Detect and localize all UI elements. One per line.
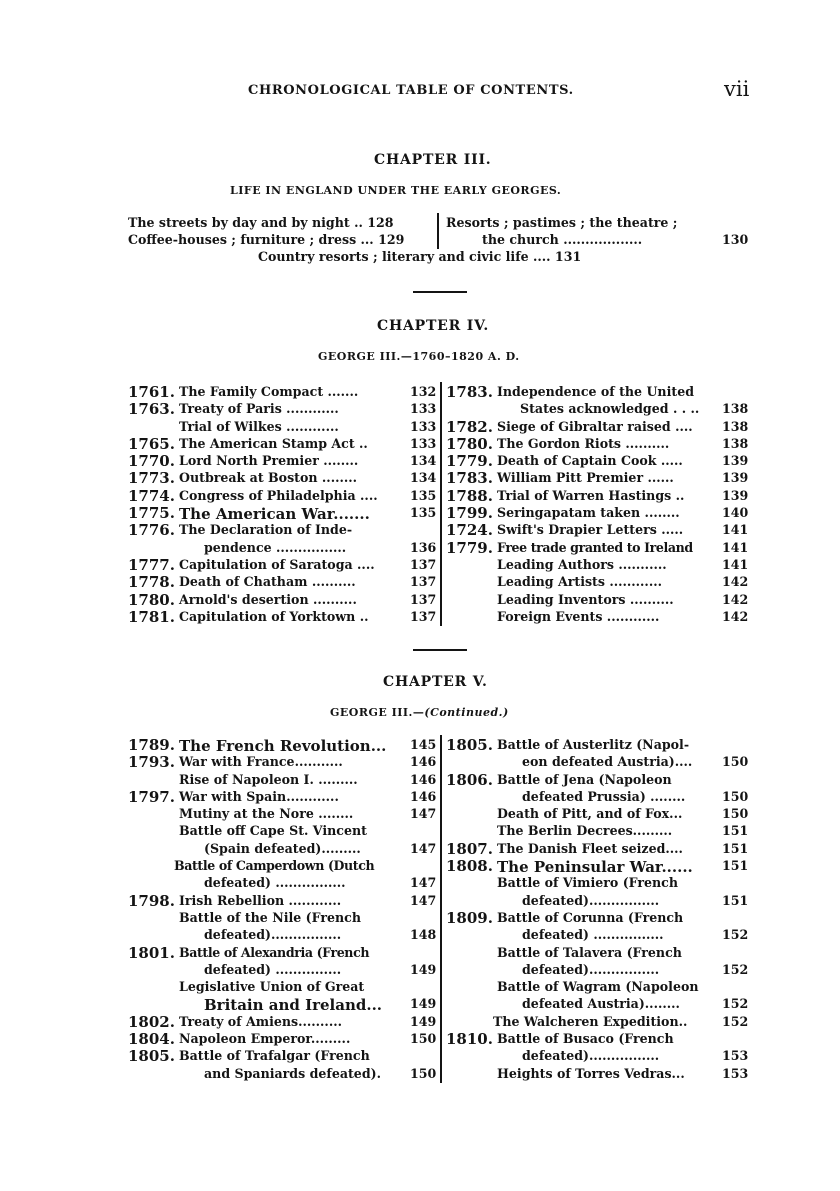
toc-page: 142 — [722, 591, 749, 607]
toc-row — [128, 573, 437, 592]
toc-year: 1780. — [446, 434, 493, 453]
toc-entry: Battle of Vimiero (French — [497, 875, 679, 891]
toc-entry: defeated)................ — [522, 892, 660, 908]
toc-page: 139 — [722, 487, 749, 503]
toc-entry: Treaty of Paris ............ — [179, 401, 339, 417]
toc-page: 141 — [722, 556, 749, 572]
toc-entry: Rise of Napoleon I. ......... — [179, 771, 358, 787]
toc-entry: The Peninsular War...... — [497, 858, 693, 877]
toc-entry: Foreign Events ............ — [497, 608, 660, 624]
toc-page: 151 — [722, 823, 749, 839]
ch3-line2-left: Coffee-houses ; furniture ; dress ... 129 — [128, 232, 405, 247]
toc-page: 148 — [410, 927, 437, 943]
toc-entry: Battle of Busaco (French — [497, 1031, 674, 1047]
toc-year: 1801. — [128, 943, 175, 962]
ch3-line1-right: Resorts ; pastimes ; the theatre ; — [446, 215, 678, 230]
toc-page: 150 — [722, 806, 749, 822]
toc-entry: pendence ................ — [204, 539, 347, 555]
ch3-line2-right-page: 130 — [722, 232, 749, 247]
toc-year: 1761. — [128, 383, 175, 401]
page-number: vii — [724, 77, 750, 101]
toc-row — [446, 419, 756, 436]
toc-row — [446, 401, 756, 418]
toc-page: 150 — [410, 1065, 437, 1081]
toc-year: 1799. — [446, 504, 493, 523]
toc-row — [128, 961, 437, 979]
toc-row — [128, 504, 437, 524]
chapter-4-subtitle: GEORGE III.—1760–1820 A. D. — [318, 350, 520, 363]
ch4-column-divider — [440, 382, 442, 626]
toc-entry: War with France........... — [179, 754, 343, 770]
section-rule — [413, 291, 467, 293]
toc-row — [128, 1048, 433, 1065]
toc-row — [128, 736, 437, 755]
toc-page: 132 — [410, 384, 437, 399]
toc-row — [446, 823, 756, 840]
toc-entry: Battle of Alexandria (French — [179, 944, 370, 960]
toc-page: 147 — [410, 840, 437, 856]
toc-entry: Battle of the Nile (French — [179, 909, 361, 925]
toc-page: 151 — [722, 858, 749, 874]
toc-entry: Battle of Corunna (French — [497, 909, 684, 925]
toc-year: 1807. — [446, 839, 493, 858]
toc-entry: defeated)................ — [522, 961, 660, 977]
toc-page: 142 — [722, 574, 749, 590]
toc-entry: Battle of Wagram (Napoleon — [497, 979, 699, 995]
toc-row — [128, 383, 437, 401]
toc-page: 138 — [722, 401, 749, 417]
toc-year: 1776. — [128, 521, 175, 540]
chapter-3-subtitle: LIFE IN ENGLAND UNDER THE EARLY GEORGES. — [230, 184, 562, 197]
toc-entry: The Gordon Riots .......... — [497, 435, 670, 451]
toc-entry: Treaty of Amiens.......... — [179, 1013, 342, 1029]
toc-year: 1798. — [128, 891, 175, 910]
toc-row — [128, 875, 437, 892]
toc-page: 138 — [722, 435, 749, 451]
toc-year: 1779. — [446, 452, 493, 471]
toc-page: 150 — [722, 754, 749, 770]
toc-entry: Mutiny at the Nore ........ — [179, 806, 354, 822]
toc-row — [446, 893, 756, 910]
toc-row — [446, 737, 756, 754]
toc-page: 151 — [722, 840, 749, 856]
toc-page: 146 — [410, 771, 437, 787]
toc-page: 133 — [410, 401, 437, 417]
toc-entry: Trial of Wilkes ............ — [179, 418, 339, 434]
toc-entry: War with Spain............ — [179, 788, 339, 804]
toc-row — [128, 1065, 437, 1083]
toc-row — [446, 609, 756, 626]
toc-page: 137 — [410, 591, 437, 607]
toc-row — [128, 522, 433, 539]
toc-year: 1778. — [128, 573, 175, 592]
chapter-5-title: CHAPTER V. — [383, 674, 488, 690]
toc-page: 135 — [410, 487, 437, 503]
toc-entry: Death of Captain Cook ..... — [497, 453, 683, 469]
toc-year: 1763. — [128, 400, 175, 419]
toc-row — [128, 486, 437, 505]
toc-entry: Irish Rebellion ............ — [179, 892, 342, 908]
toc-year: 1797. — [128, 787, 175, 806]
toc-entry: defeated) ............... — [204, 961, 342, 977]
toc-entry: Britain and Ireland... — [204, 996, 383, 1015]
toc-entry: Heights of Torres Vedras... — [497, 1065, 685, 1081]
toc-row — [446, 996, 756, 1013]
toc-page: 149 — [410, 996, 437, 1012]
chapter-3-title: CHAPTER III. — [374, 152, 492, 168]
toc-row — [128, 771, 437, 789]
toc-row — [446, 574, 756, 591]
toc-page: 147 — [410, 875, 437, 891]
toc-page: 142 — [722, 608, 749, 624]
toc-entry: Battle of Jena (Napoleon — [497, 771, 672, 787]
toc-entry: Lord North Premier ........ — [179, 453, 359, 469]
toc-row — [446, 436, 756, 453]
toc-entry: Napoleon Emperor......... — [179, 1031, 351, 1047]
toc-entry: and Spaniards defeated). — [204, 1065, 381, 1081]
toc-entry: Siege of Gibraltar raised .... — [497, 418, 693, 434]
ch4-left-column — [128, 383, 437, 626]
toc-row — [446, 470, 756, 487]
toc-entry: Battle of Austerlitz (Napol- — [497, 737, 690, 752]
toc-page: 133 — [410, 435, 437, 451]
toc-row — [128, 590, 437, 609]
toc-year: 1808. — [446, 857, 493, 876]
toc-entry: William Pitt Premier ...... — [497, 470, 674, 486]
ch5-right-column — [446, 737, 756, 1083]
toc-row — [446, 806, 756, 823]
toc-year: 1809. — [446, 908, 493, 927]
toc-year: 1804. — [128, 1030, 175, 1049]
toc-row — [128, 823, 433, 840]
toc-row — [128, 1030, 437, 1049]
toc-year: 1777. — [128, 555, 175, 574]
toc-entry: The Danish Fleet seized.... — [497, 840, 683, 856]
toc-entry: defeated Austria)........ — [522, 996, 680, 1012]
toc-row — [128, 945, 433, 962]
toc-row — [128, 996, 437, 1015]
toc-page: 139 — [722, 470, 749, 486]
toc-year: 1783. — [446, 383, 493, 401]
toc-row — [446, 592, 756, 609]
toc-row — [446, 1066, 756, 1083]
toc-year: 1810. — [446, 1030, 493, 1049]
toc-year: 1774. — [128, 486, 175, 505]
toc-page: 149 — [410, 1013, 437, 1029]
ch3-column-divider — [437, 213, 439, 249]
toc-year: 1779. — [446, 538, 493, 557]
toc-year: 1789. — [128, 736, 175, 754]
toc-year: 1783. — [446, 469, 493, 488]
toc-row — [446, 841, 756, 858]
toc-entry: eon defeated Austria).... — [522, 754, 693, 770]
toc-row — [446, 557, 756, 574]
ch3-line2-right: the church .................. — [482, 232, 643, 247]
toc-row — [128, 539, 437, 557]
toc-page: 147 — [410, 892, 437, 908]
toc-row — [446, 754, 756, 771]
toc-row — [446, 1014, 756, 1031]
toc-year: 1781. — [128, 607, 175, 626]
toc-page: 139 — [722, 453, 749, 469]
toc-entry: defeated)................ — [522, 1048, 660, 1064]
chapter-5-subtitle-continued: (Continued.) — [424, 706, 509, 719]
toc-row — [446, 858, 756, 875]
toc-entry: The Berlin Decrees......... — [497, 823, 673, 839]
toc-year: 1770. — [128, 452, 175, 471]
toc-entry: The American War....... — [179, 505, 370, 524]
toc-row — [128, 400, 437, 419]
toc-entry: The French Revolution... — [179, 737, 387, 755]
toc-row — [446, 945, 756, 962]
toc-entry: defeated) ................ — [522, 927, 664, 943]
toc-row — [128, 469, 437, 488]
chapter-4-title: CHAPTER IV. — [377, 318, 489, 334]
toc-page: 152 — [722, 927, 749, 943]
toc-row — [446, 772, 756, 789]
toc-row — [446, 453, 756, 470]
toc-entry: defeated) ................ — [204, 875, 346, 891]
toc-entry: Free trade granted to Ireland — [497, 539, 693, 555]
toc-row — [128, 555, 437, 574]
toc-entry: Capitulation of Yorktown .. — [179, 608, 369, 624]
toc-page: 137 — [410, 556, 437, 572]
toc-row — [128, 910, 433, 927]
toc-row — [446, 1048, 756, 1065]
toc-year: 1802. — [128, 1012, 175, 1031]
toc-page: 145 — [410, 737, 437, 752]
toc-entry: Independence of the United — [497, 384, 695, 399]
toc-entry: Leading Artists ............ — [497, 574, 662, 590]
toc-row — [446, 875, 756, 892]
toc-entry: Death of Chatham .......... — [179, 574, 356, 590]
toc-entry: The American Stamp Act .. — [179, 435, 368, 451]
section-rule — [413, 649, 467, 651]
toc-row — [446, 910, 756, 927]
toc-row — [128, 434, 437, 453]
toc-year: 1805. — [128, 1047, 175, 1066]
toc-page: 153 — [722, 1065, 749, 1081]
toc-page: 153 — [722, 1048, 749, 1064]
toc-year: 1775. — [128, 504, 175, 523]
toc-row — [128, 979, 433, 996]
toc-page: 150 — [722, 788, 749, 804]
toc-entry: (Spain defeated)......... — [204, 840, 361, 856]
toc-page: 141 — [722, 539, 749, 555]
toc-entry: Battle of Talavera (French — [497, 944, 682, 960]
toc-entry: Seringapatam taken ........ — [497, 505, 680, 521]
toc-entry: defeated)................ — [204, 927, 342, 943]
toc-row — [128, 418, 437, 436]
toc-page: 136 — [410, 539, 437, 555]
toc-row — [128, 840, 437, 858]
toc-year: 1765. — [128, 434, 175, 453]
ch5-left-column — [128, 736, 437, 1083]
toc-row — [128, 452, 437, 471]
toc-entry: Battle of Trafalgar (French — [179, 1048, 370, 1064]
toc-entry: Death of Pitt, and of Fox... — [497, 806, 683, 822]
toc-entry: Outbreak at Boston ........ — [179, 470, 357, 486]
toc-entry: The Declaration of Inde- — [179, 522, 353, 538]
toc-row — [128, 607, 437, 626]
toc-page: 141 — [722, 522, 749, 538]
toc-page: 149 — [410, 961, 437, 977]
toc-entry: Trial of Warren Hastings .. — [497, 487, 685, 503]
toc-row — [446, 488, 756, 505]
toc-row — [128, 806, 437, 823]
ch4-right-column — [446, 384, 756, 626]
toc-page: 138 — [722, 418, 749, 434]
toc-entry: The Walcheren Expedition.. — [493, 1013, 688, 1029]
toc-page: 146 — [410, 788, 437, 804]
toc-row — [128, 787, 437, 806]
toc-entry: Leading Inventors .......... — [497, 591, 674, 607]
running-header: CHRONOLOGICAL TABLE OF CONTENTS. — [248, 83, 574, 98]
ch3-line3: Country resorts ; literary and civic life .... 131 — [258, 249, 582, 264]
toc-page: 133 — [410, 418, 437, 434]
toc-year: 1780. — [128, 590, 175, 609]
toc-page: 152 — [722, 1013, 749, 1029]
toc-year: 1782. — [446, 417, 493, 436]
toc-row — [446, 522, 756, 539]
toc-page: 152 — [722, 961, 749, 977]
toc-year: 1806. — [446, 770, 493, 789]
toc-entry: Legislative Union of Great — [179, 979, 365, 995]
toc-page: 150 — [410, 1031, 437, 1047]
toc-entry: Arnold's desertion .......... — [179, 591, 357, 607]
ch3-line1-left: The streets by day and by night .. 128 — [128, 215, 394, 230]
toc-page: 134 — [410, 470, 437, 486]
toc-row — [128, 1012, 437, 1031]
toc-row — [128, 753, 437, 772]
ch5-column-divider — [440, 735, 442, 1083]
toc-year: 1793. — [128, 753, 175, 772]
toc-row — [446, 540, 756, 557]
toc-row — [446, 505, 756, 522]
toc-page: 151 — [722, 892, 749, 908]
toc-row — [446, 1031, 756, 1048]
toc-entry: States acknowledged . . .. — [520, 401, 700, 417]
toc-row — [128, 927, 437, 944]
toc-page: 137 — [410, 608, 437, 624]
toc-page: 134 — [410, 453, 437, 469]
toc-year: 1805. — [446, 736, 493, 754]
chapter-5-subtitle — [330, 706, 509, 719]
toc-entry: Capitulation of Saratoga .... — [179, 556, 375, 572]
toc-page: 146 — [410, 754, 437, 770]
toc-entry: defeated Prussia) ........ — [522, 788, 686, 804]
toc-row — [446, 789, 756, 806]
toc-page: 135 — [410, 505, 437, 521]
toc-page: 147 — [410, 806, 437, 822]
toc-row — [446, 384, 756, 401]
toc-row — [446, 962, 756, 979]
toc-row — [128, 858, 433, 875]
toc-year: 1773. — [128, 469, 175, 488]
toc-row — [446, 979, 756, 996]
toc-entry: Battle off Cape St. Vincent — [179, 823, 367, 839]
toc-row — [128, 891, 437, 910]
toc-entry: Swift's Drapier Letters ..... — [497, 522, 684, 538]
chapter-5-subtitle-main: GEORGE III.— — [330, 706, 425, 719]
toc-page: 140 — [722, 505, 749, 521]
toc-entry: Battle of Camperdown (Dutch — [174, 858, 375, 874]
toc-page: 152 — [722, 996, 749, 1012]
toc-year: 1788. — [446, 486, 493, 505]
toc-year: 1724. — [446, 521, 493, 540]
toc-entry: Leading Authors ........... — [497, 556, 667, 572]
toc-row — [446, 927, 756, 944]
toc-page: 137 — [410, 574, 437, 590]
toc-entry: Congress of Philadelphia .... — [179, 487, 378, 503]
toc-entry: The Family Compact ....... — [179, 384, 359, 399]
